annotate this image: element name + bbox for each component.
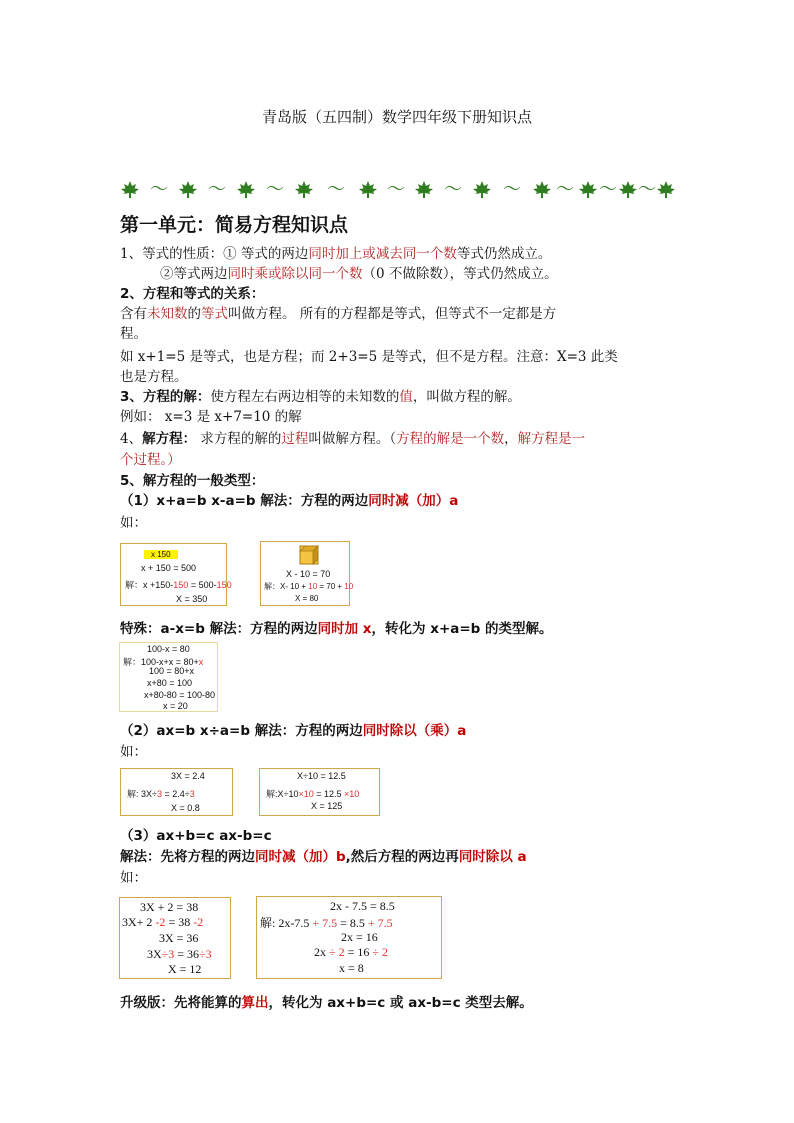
highlight: 同时减（加）a — [368, 493, 459, 509]
text: 解:X÷10 — [266, 789, 299, 799]
text: 等式仍然成立。 — [456, 246, 552, 262]
highlight: 等式 — [201, 306, 228, 322]
text: ②等式两边 — [160, 266, 228, 282]
equation-line: x+80 = 100 — [147, 678, 193, 688]
text: 2x — [314, 945, 329, 959]
type-3-method — [120, 847, 527, 867]
text: = 2.4÷ — [161, 789, 190, 799]
highlight: 解方程是一 — [517, 431, 586, 447]
equation-line: X = 350 — [176, 594, 208, 604]
tilde-ornament: ～ — [638, 179, 656, 200]
text: x — [198, 657, 204, 667]
highlight: 算出 — [241, 995, 269, 1011]
text: 3X — [147, 947, 162, 961]
highlight: 同时乘或除以同一个数 — [227, 266, 363, 282]
maple-leaf-icon — [657, 181, 675, 198]
text: 求方程的解的 — [196, 431, 282, 447]
maple-leaf-icon — [415, 181, 433, 198]
text: （2）ax=b x÷a=b 解法：方程的两边 — [120, 723, 363, 739]
highlight: 值 — [399, 389, 413, 405]
text: 3 — [156, 789, 162, 799]
text: = 500- — [188, 580, 217, 590]
decorative-divider — [118, 176, 678, 204]
text: 3X+ 2 — [122, 915, 156, 929]
text: + 7.5 — [312, 916, 338, 930]
maple-leaf-icon — [579, 181, 597, 198]
highlight: 同时减（加）b — [255, 849, 346, 865]
point-2-text — [120, 304, 556, 324]
text: ， — [504, 431, 518, 447]
maple-leaf-icon — [359, 181, 377, 198]
example-box-2 — [260, 541, 354, 606]
text: 特殊：a-x=b 解法：方程的两边 — [120, 621, 318, 637]
type-1 — [120, 491, 458, 511]
highlight: 同时加 x — [317, 621, 372, 637]
maple-leaf-icon — [473, 181, 491, 198]
example-box-3 — [119, 642, 218, 712]
text: 解：X- 10 + — [264, 582, 309, 591]
point-2-text-cont: 程。 — [120, 326, 147, 342]
upgrade-note — [120, 993, 533, 1013]
text: = 12.5 — [313, 789, 345, 799]
tilde-ornament: ～ — [327, 179, 345, 200]
highlight: 同时除以（乘）a — [362, 723, 467, 739]
maple-leaf-icon — [619, 181, 637, 198]
highlight: 未知数 — [147, 306, 188, 322]
tilde-ornament: ～ — [208, 179, 226, 200]
equation-line: 3X + 2 = 38 — [140, 900, 199, 914]
point-1 — [120, 244, 551, 264]
text: ÷3 — [161, 947, 175, 961]
text: 叫做解方程。（ — [308, 431, 397, 447]
point-2-title: 2、方程和等式的关系： — [120, 286, 265, 302]
equation-line: X = 12 — [168, 962, 202, 976]
equation-line — [264, 581, 353, 592]
highlight: 同时除以 a — [458, 849, 527, 865]
text: ，叫做方程的解。 — [412, 389, 521, 405]
tilde-ornament: ～ — [150, 179, 168, 200]
text: 4、 — [120, 431, 143, 447]
text: ×10 — [298, 789, 314, 799]
unit-heading: 第一单元：简易方程知识点 — [120, 214, 349, 236]
equation-line: x+80-80 = 100-80 — [144, 690, 216, 700]
equation-line: x = 8 — [339, 961, 364, 975]
equation-line: x + 150 = 500 — [141, 563, 197, 573]
equation-line: X = 0.8 — [171, 803, 200, 813]
example-label-3: 如： — [120, 870, 147, 886]
equation-line — [127, 787, 195, 800]
point-3-example: 例如： x=3 是 x+7=10 的解 — [120, 409, 302, 425]
text: -2 — [193, 915, 204, 929]
text: 解法：先将方程的两边 — [120, 849, 255, 865]
box-icon — [299, 545, 319, 565]
text: ×10 — [344, 789, 360, 799]
equation-line: X = 125 — [311, 801, 343, 811]
text: ÷ 2 — [372, 945, 388, 959]
text: 3 — [189, 789, 195, 799]
type-3: （3）ax+b=c ax-b=c — [120, 828, 272, 844]
text: ÷3 — [199, 947, 212, 961]
point-4 — [120, 429, 585, 449]
example-box-4 — [120, 768, 233, 816]
point-4-cont: 个过程。） — [120, 452, 181, 468]
text: 1、等式的性质：① 等式的两边 — [120, 246, 309, 262]
page-title: 青岛版（五四制）数学四年级下册知识点 — [261, 108, 532, 126]
example-box-5 — [259, 768, 380, 816]
text: = 36 — [174, 947, 200, 961]
example-label-2: 如： — [120, 744, 147, 760]
tilde-ornament: ～ — [266, 179, 284, 200]
text: 含有 — [120, 306, 147, 322]
maple-leaf-icon — [237, 181, 255, 198]
text: 解：100-x+x = 80+ — [123, 657, 199, 667]
highlight: 方程的解是一个数 — [396, 431, 505, 447]
text: = 70 + — [317, 582, 345, 591]
text: + 7.5 — [367, 916, 393, 930]
text: 解: 3X÷ — [127, 789, 157, 799]
text: （0 不做除数），等式仍然成立。 — [362, 266, 558, 282]
equation-line: 2x - 7.5 = 8.5 — [330, 899, 395, 913]
highlight: 同时加上或减去同一个数 — [308, 246, 457, 262]
text: 150 — [216, 580, 232, 590]
equation-line: X÷10 = 12.5 — [297, 771, 346, 781]
equation-line — [260, 914, 393, 931]
equation-line — [147, 947, 212, 962]
text: = 38 — [165, 915, 194, 929]
equation-line: 3X = 36 — [159, 931, 199, 945]
text: -2 — [155, 915, 166, 929]
tilde-ornament: ～ — [503, 179, 521, 200]
point-1b — [160, 264, 558, 284]
equation-line — [125, 578, 232, 591]
equation-line: X = 80 — [295, 594, 319, 603]
text: = 8.5 — [337, 916, 368, 930]
type-2 — [120, 721, 466, 741]
maple-leaf-icon — [179, 181, 197, 198]
equation-line: 100-x = 80 — [147, 644, 190, 654]
example-box-7 — [256, 896, 442, 979]
example-label-1: 如： — [120, 515, 147, 531]
text: ，转化为 ax+b=c 或 ax-b=c 类型去解。 — [268, 995, 533, 1011]
text: ,然后方程的两边再 — [345, 849, 459, 865]
text: 10 — [344, 582, 354, 591]
text: （1）x+a=b x-a=b 解法：方程的两边 — [120, 493, 369, 509]
example-box-6 — [119, 897, 231, 979]
equation-line: 2x = 16 — [341, 930, 378, 944]
tilde-ornament: ～ — [556, 179, 574, 200]
text: 解：x +150- — [125, 580, 174, 590]
label: 解方程： — [142, 431, 197, 447]
equation-line — [266, 787, 359, 800]
equation-line: 3X = 2.4 — [171, 771, 205, 781]
label: 3、方程的解： — [120, 389, 211, 405]
tilde-ornament: ～ — [387, 179, 405, 200]
tilde-ornament: ～ — [599, 179, 617, 200]
highlight-tag: x 150 — [144, 550, 178, 559]
equation-line: X - 10 = 70 — [286, 569, 331, 579]
text: ÷ 2 — [329, 945, 345, 959]
point-3 — [120, 387, 521, 407]
text: 的 — [187, 306, 201, 322]
text: 叫做方程。 所有的方程都是等式，但等式不一定都是方 — [228, 306, 557, 322]
text: 150 — [173, 580, 189, 590]
text: 使方程左右两边相等的未知数的 — [210, 389, 400, 405]
maple-leaf-icon — [533, 181, 551, 198]
point-2-example: 如 x+1=5 是等式，也是方程；而 2+3=5 是等式，但不是方程。注意：X=3 此类 — [120, 349, 618, 365]
text: 升级版：先将能算的 — [120, 995, 242, 1011]
text: 10 — [308, 582, 318, 591]
equation-line — [122, 915, 203, 930]
text: = 16 — [344, 945, 373, 959]
example-box-1 — [120, 543, 232, 606]
equation-line — [314, 945, 388, 960]
highlight: 过程 — [281, 431, 309, 447]
text: ，转化为 x+a=b 的类型解。 — [371, 621, 553, 637]
maple-leaf-icon — [295, 181, 313, 198]
equation-line: 100 = 80+x — [149, 666, 195, 676]
tilde-ornament: ～ — [444, 179, 462, 200]
point-2-example-cont: 也是方程。 — [120, 369, 188, 385]
special-case — [120, 619, 553, 639]
point-5-title: 5、解方程的一般类型： — [120, 473, 265, 489]
equation-line: x = 20 — [163, 701, 188, 711]
maple-leaf-icon — [121, 181, 139, 198]
text: 解: 2x-7.5 — [260, 916, 313, 930]
